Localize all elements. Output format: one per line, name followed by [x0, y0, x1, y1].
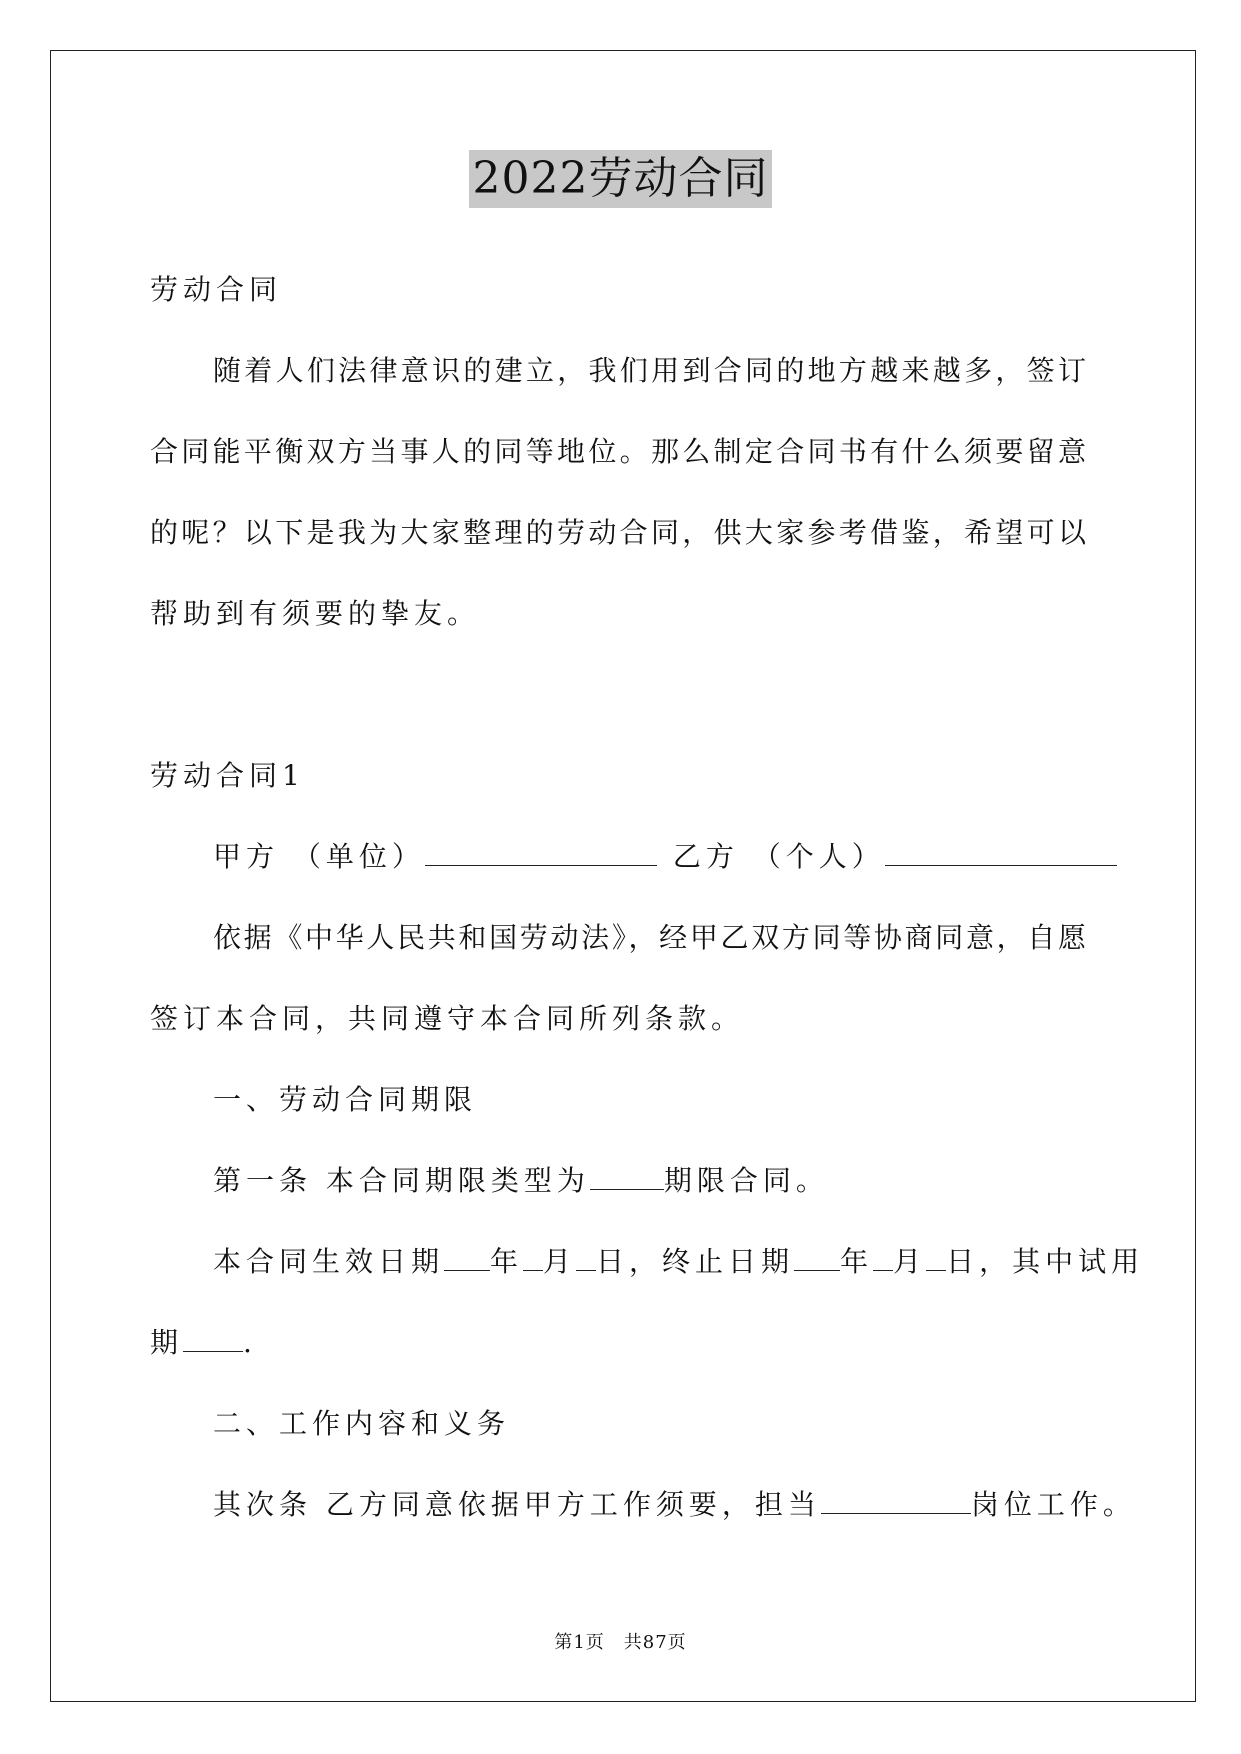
effective-date-line [213, 1242, 1144, 1282]
date-text: 年 [840, 1245, 874, 1278]
section-heading: 劳动合同 [150, 273, 283, 306]
article-line [213, 1161, 829, 1201]
start-day-blank [576, 1242, 596, 1271]
section-heading: 劳动合同1 [150, 759, 305, 792]
document-title: 2022劳动合同 [469, 150, 773, 208]
date-text: . [243, 1326, 257, 1359]
date-text: 本合同生效日期 [213, 1245, 445, 1278]
start-year-blank [444, 1242, 490, 1271]
paragraph-line: 帮助到有须要的挚友。 [150, 597, 481, 630]
date-text: 年 [490, 1245, 524, 1278]
probation-blank [183, 1323, 243, 1352]
probation-line [150, 1323, 257, 1363]
paragraph-line: 合同能平衡双方当事人的同等地位。那么制定合同书有什么须要留意 [150, 435, 1086, 468]
position-blank [821, 1485, 971, 1514]
party-b-label: 乙方 （个人） [672, 840, 885, 873]
date-text: 月 [893, 1245, 927, 1278]
end-year-blank [794, 1242, 840, 1271]
paragraph-line: 随着人们法律意识的建立，我们用到合同的地方越来越多，签订 [213, 354, 1086, 387]
date-text: 日，其中试用 [946, 1245, 1145, 1278]
paragraph-line: 签订本合同，共同遵守本合同所列条款。 [150, 1002, 745, 1035]
page-footer [0, 1631, 1241, 1655]
footer-text: 页 [667, 1632, 687, 1653]
section-title: 二、工作内容和义务 [213, 1407, 511, 1440]
page-total: 87 [642, 1632, 668, 1653]
footer-text: 页 共 [585, 1632, 643, 1653]
date-text: 期 [150, 1326, 184, 1359]
article-line [213, 1485, 1136, 1525]
date-text: 日，终止日期 [596, 1245, 795, 1278]
article-text: 其次条 乙方同意依据甲方工作须要，担当 [213, 1488, 821, 1521]
title-container [0, 150, 1241, 208]
article-text: 岗位工作。 [970, 1488, 1136, 1521]
end-month-blank [873, 1242, 893, 1271]
article-text: 第一条 本合同期限类型为 [213, 1164, 590, 1197]
page-number: 1 [573, 1632, 586, 1653]
party-b-blank [885, 837, 1117, 866]
paragraph-line: 依据《中华人民共和国劳动法》，经甲乙双方同等协商同意，自愿 [213, 921, 1086, 954]
contract-type-blank [590, 1161, 664, 1190]
article-text: 期限合同。 [663, 1164, 829, 1197]
party-a-label: 甲方 （单位） [213, 840, 425, 873]
paragraph-line: 的呢？以下是我为大家整理的劳动合同，供大家参考借鉴，希望可以 [150, 516, 1086, 549]
footer-text: 第 [554, 1632, 574, 1653]
start-month-blank [523, 1242, 543, 1271]
date-text: 月 [543, 1245, 577, 1278]
section-title: 一、劳动合同期限 [213, 1083, 478, 1116]
end-day-blank [926, 1242, 946, 1271]
parties-line [213, 837, 1117, 877]
party-a-blank [425, 837, 657, 866]
